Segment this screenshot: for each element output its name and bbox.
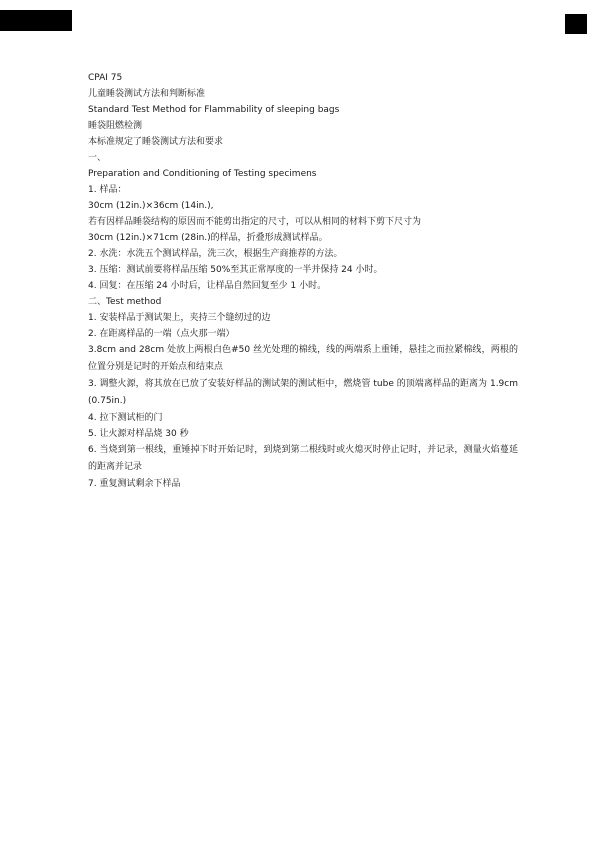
list-item-timing: 6. 当烧到第一根线，重锤掉下时开始记时，到烧到第二根线时或火熄灭时停止记时，并记录，测量火焰蔓延的距离并记录 xyxy=(88,445,518,472)
list-item-compress: 3. 压缩：测试前要将样品压缩 50%至其正常厚度的一半并保持 24 小时。 xyxy=(88,265,383,275)
list-item-flame-source: 3. 调整火源，将其放在已放了安装好样品的测试架的测试柜中，燃烧管 tube 的顶端离样品的距离为 1.9cm (0.75in.) xyxy=(88,379,518,406)
list-item-door: 4. 拉下测试柜的门 xyxy=(88,413,163,423)
list-item-distance: 2. 在距离样品的一端（点火那一端） xyxy=(88,329,235,339)
doc-line-sample-size: 30cm (12in.)×36cm (14in.), xyxy=(88,201,214,211)
section-heading-1: 一、 xyxy=(88,153,107,163)
doc-line-subtitle: 睡袋阻燃检测 xyxy=(88,121,143,131)
list-item-mount: 1. 安装样品于测试架上，夹持三个缝纫过的边 xyxy=(88,313,271,323)
redaction-block-right xyxy=(565,14,587,34)
list-item-sample: 1. 样品： xyxy=(88,185,127,195)
document-body xyxy=(88,70,518,492)
doc-line-sample-alt: 若有因样品睡袋结构的原因而不能剪出指定的尺寸，可以从相同的材料下剪下尺寸为 xyxy=(88,217,422,227)
doc-line-title-en: Standard Test Method for Flammability of sleeping bags xyxy=(88,105,340,115)
list-item-recover: 4. 回复：在压缩 24 小时后，让样品自然回复至少 1 小时。 xyxy=(88,281,327,291)
doc-line-standard-code: CPAI 75 xyxy=(88,73,123,83)
doc-line-title-cn: 儿童睡袋测试方法和判断标准 xyxy=(88,89,206,99)
section-heading-2: 二、Test method xyxy=(88,297,162,307)
list-item-repeat: 7. 重复测试剩余下样品 xyxy=(88,479,181,489)
doc-line-scope: 本标准规定了睡袋测试方法和要求 xyxy=(88,137,224,147)
list-item-wash: 2. 水洗：水洗五个测试样品，洗三次，根据生产商推荐的方法。 xyxy=(88,249,343,259)
list-item-burn: 5. 让火源对样品烧 30 秒 xyxy=(88,429,189,439)
doc-line-sample-alt-size: 30cm (12in.)×71cm (28in.)的样品，折叠形成测试样品。 xyxy=(88,233,328,243)
doc-para-threads: 3.8cm and 28cm 处放上两根白色#50 丝光处理的棉线，线的两端系上重锤，悬挂之而拉紧棉线，两根的位置分别是记时的开始点和结束点 xyxy=(88,345,518,372)
redaction-block-left xyxy=(0,10,72,31)
section-heading-1-en: Preparation and Conditioning of Testing specimens xyxy=(88,169,317,179)
